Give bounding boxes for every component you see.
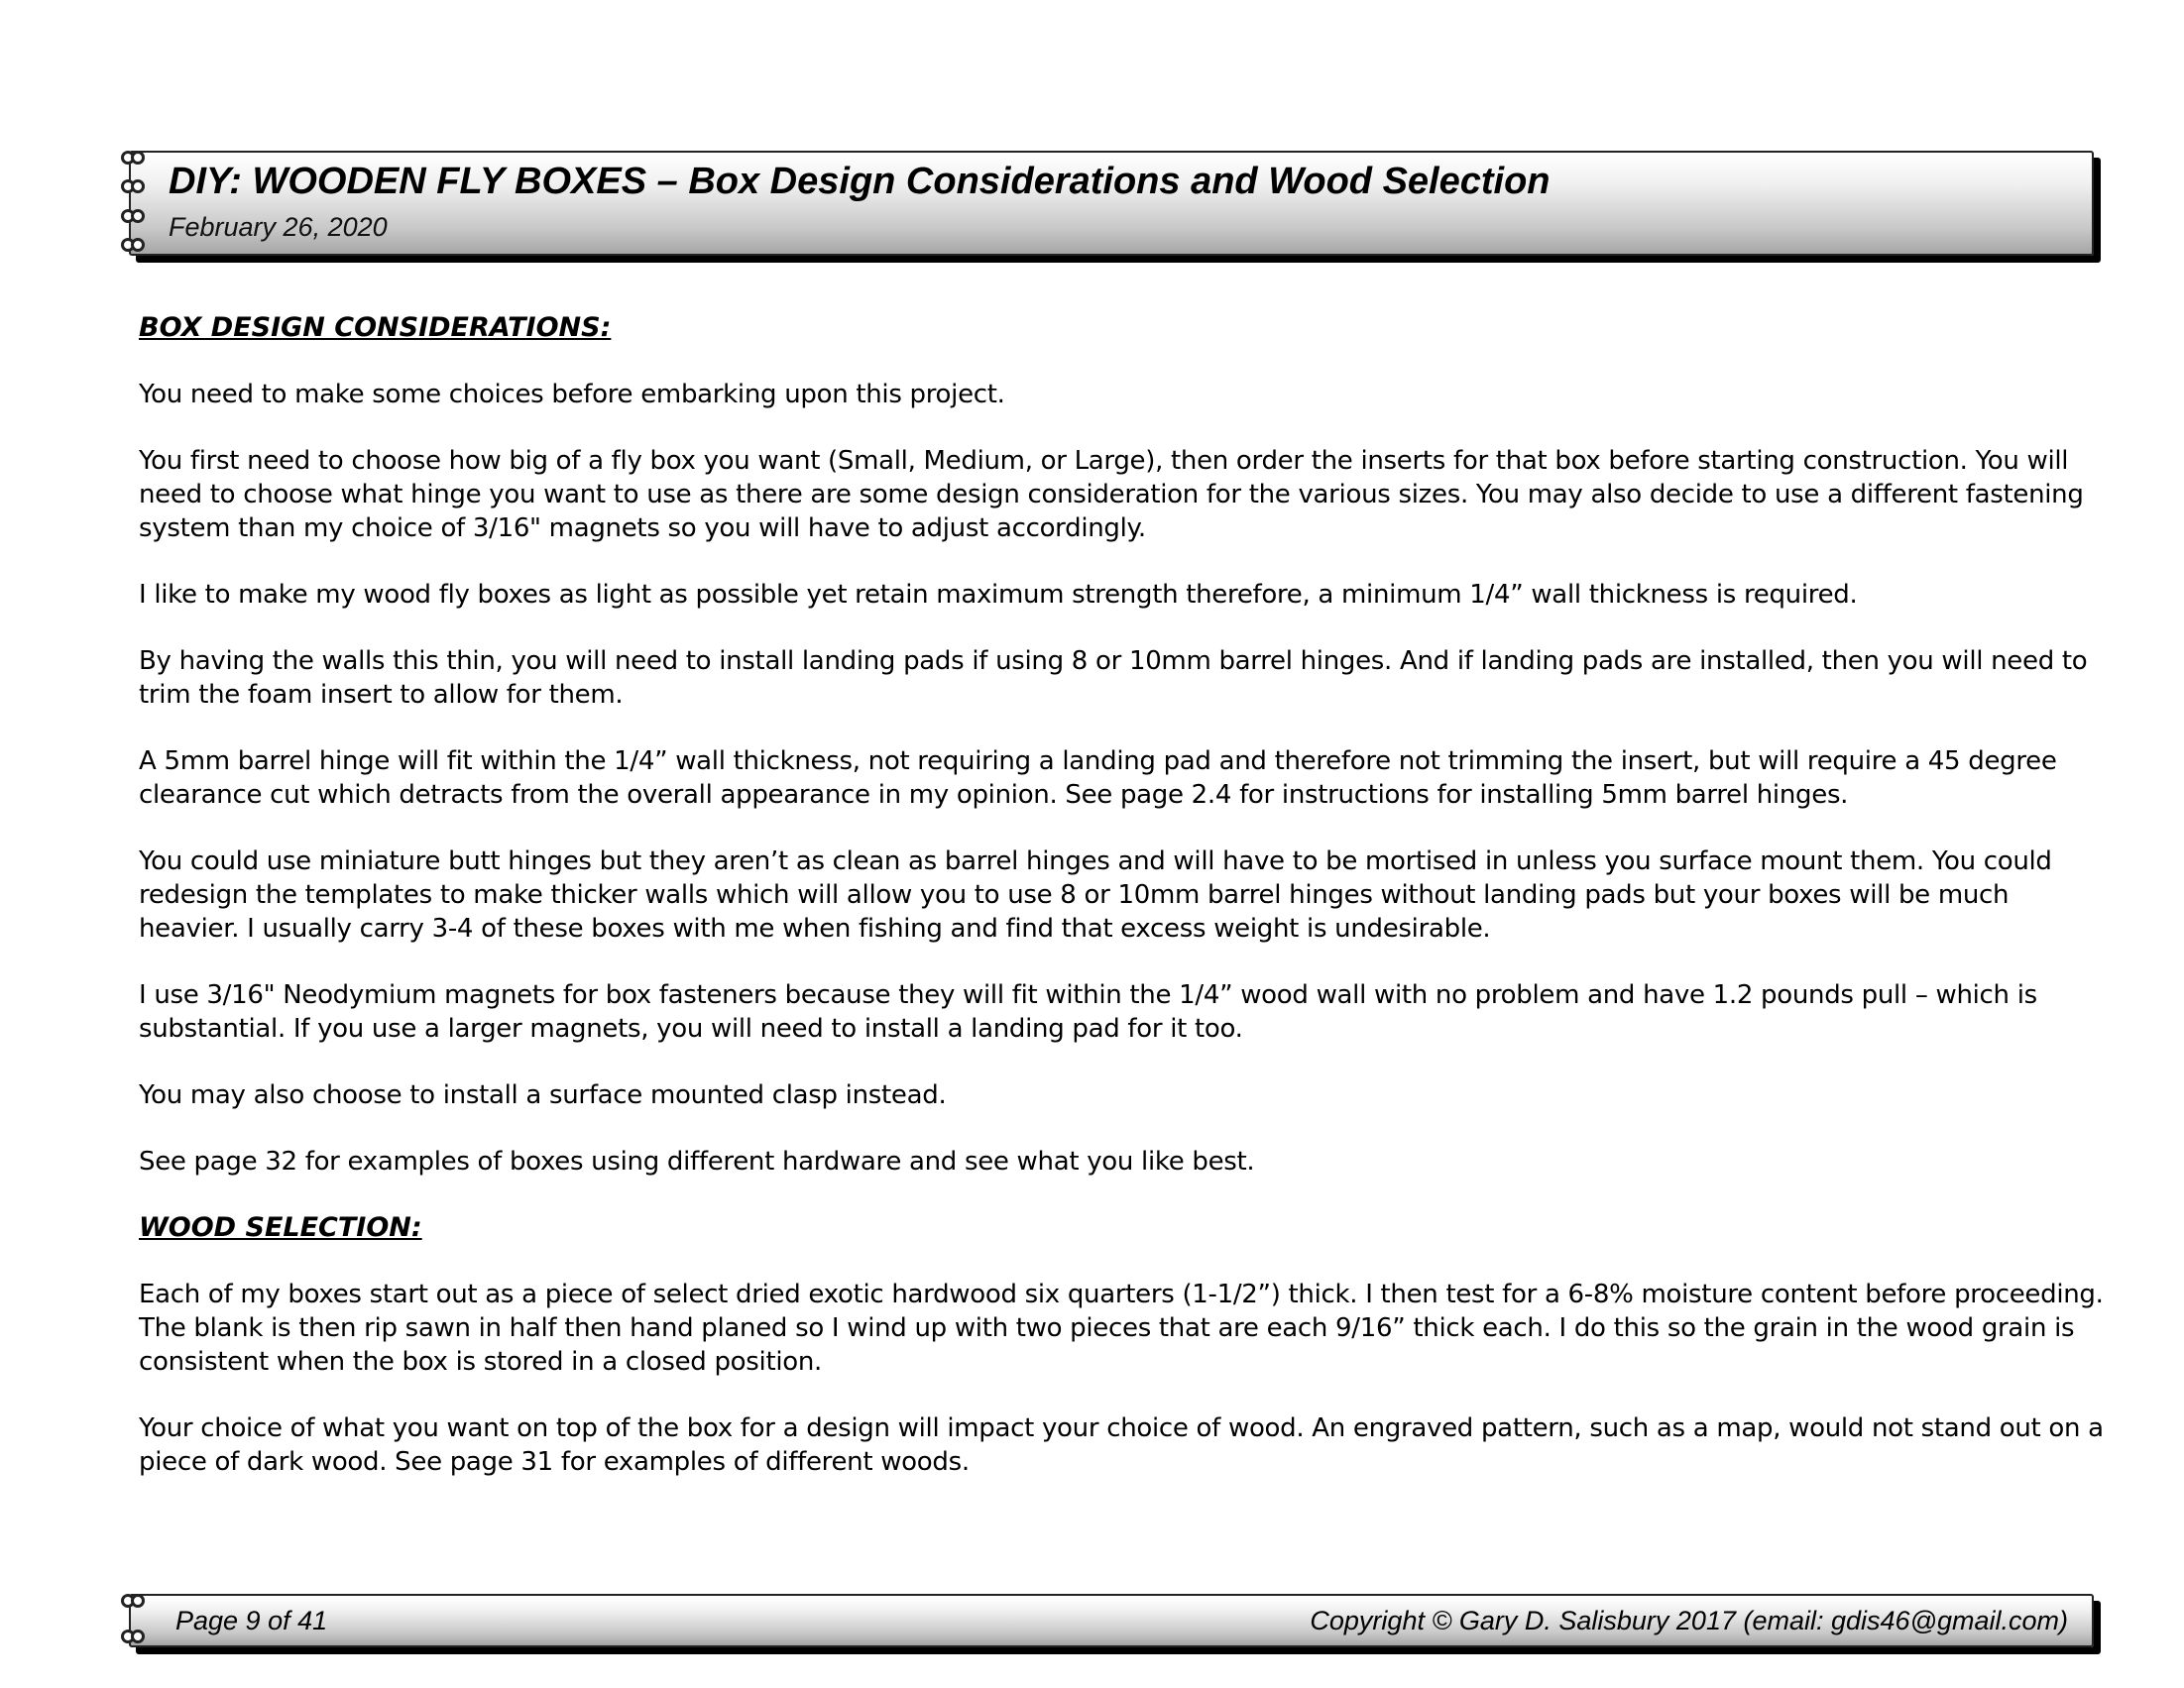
paragraph: Your choice of what you want on top of the box for a design will impact your choice of wood. An engraved pattern, such as a map, would not stand out on a piece of dark wood. See page 31 for examples of different woods. xyxy=(139,1413,2104,1477)
paragraph: You may also choose to install a surface mounted clasp instead. xyxy=(139,1080,947,1110)
ring-icon xyxy=(121,1594,145,1610)
paragraph: I like to make my wood fly boxes as light as possible yet retain maximum strength therefore, a minimum 1/4” wall thickness is required. xyxy=(139,580,1858,610)
header-banner xyxy=(129,151,2094,256)
section-heading: BOX DESIGN CONSIDERATIONS: xyxy=(139,312,612,343)
paragraph: You could use miniature butt hinges but they aren’t as clean as barrel hinges and will have to be mortised in unless you surface mount them. You could redesign the templates to make thicker walls which will allow you to use 8 or 10mm barrel hinges without landing pads but your boxes will be much heavier. I usually carry 3-4 of these boxes with me when fishing and find that excess weight is undesirable. xyxy=(139,846,2052,944)
paragraph: Each of my boxes start out as a piece of select dried exotic hardwood six quarters (1-1/2”) thick. I then test for a 6-8% moisture content before proceeding. The blank is then rip sawn in half then hand planed so I wind up with two pieces that are each 9/16” thick each. I do this so the grain in the wood grain is consistent when the box is stored in a closed position. xyxy=(139,1280,2104,1377)
paragraph: See page 32 for examples of boxes using different hardware and see what you like best. xyxy=(139,1147,1255,1177)
binder-rings-icon xyxy=(121,1594,153,1645)
ring-icon xyxy=(121,238,145,254)
paragraph: You first need to choose how big of a fly box you want (Small, Medium, or Large), then order the inserts for that box before starting construction. You will need to choose what hinge you want to use as there are some design consideration for the various sizes. You may also decide to use a different fastening system than my choice of 3/16" magnets so you will have to adjust accordingly. xyxy=(139,446,2084,543)
paragraph: A 5mm barrel hinge will fit within the 1/4” wall thickness, not requiring a landing pad and therefore not trimming the insert, but will require a 45 degree clearance cut which detracts from the overall appearance in my opinion. See page 2.4 for instructions for installing 5mm barrel hinges. xyxy=(139,746,2057,810)
paragraph: You need to make some choices before embarking upon this project. xyxy=(139,380,1005,409)
ring-icon xyxy=(121,1630,145,1645)
page-number: Page 9 of 41 xyxy=(175,1606,328,1635)
section-heading: WOOD SELECTION: xyxy=(139,1212,422,1243)
paragraph: I use 3/16" Neodymium magnets for box fasteners because they will fit within the 1/4” wood wall with no problem and have 1.2 pounds pull – which is substantial. If you use a larger magnets, you will need to install a landing pad for it too. xyxy=(139,980,2037,1044)
ring-icon xyxy=(121,151,145,167)
ring-icon xyxy=(121,179,145,195)
document-date: February 26, 2020 xyxy=(169,212,388,242)
document-body xyxy=(139,311,2107,1479)
paragraph: By having the walls this thin, you will need to install landing pads if using 8 or 10mm barrel hinges. And if landing pads are installed, then you will need to trim the foam insert to allow for them. xyxy=(139,646,2088,710)
ring-icon xyxy=(121,209,145,225)
document-title: DIY: WOODEN FLY BOXES – Box Design Considerations and Wood Selection xyxy=(169,161,1551,202)
footer-banner xyxy=(129,1594,2094,1647)
copyright-notice: Copyright © Gary D. Salisbury 2017 (email: gdis46@gmail.com) xyxy=(1310,1606,2068,1635)
binder-rings-icon xyxy=(121,151,153,254)
